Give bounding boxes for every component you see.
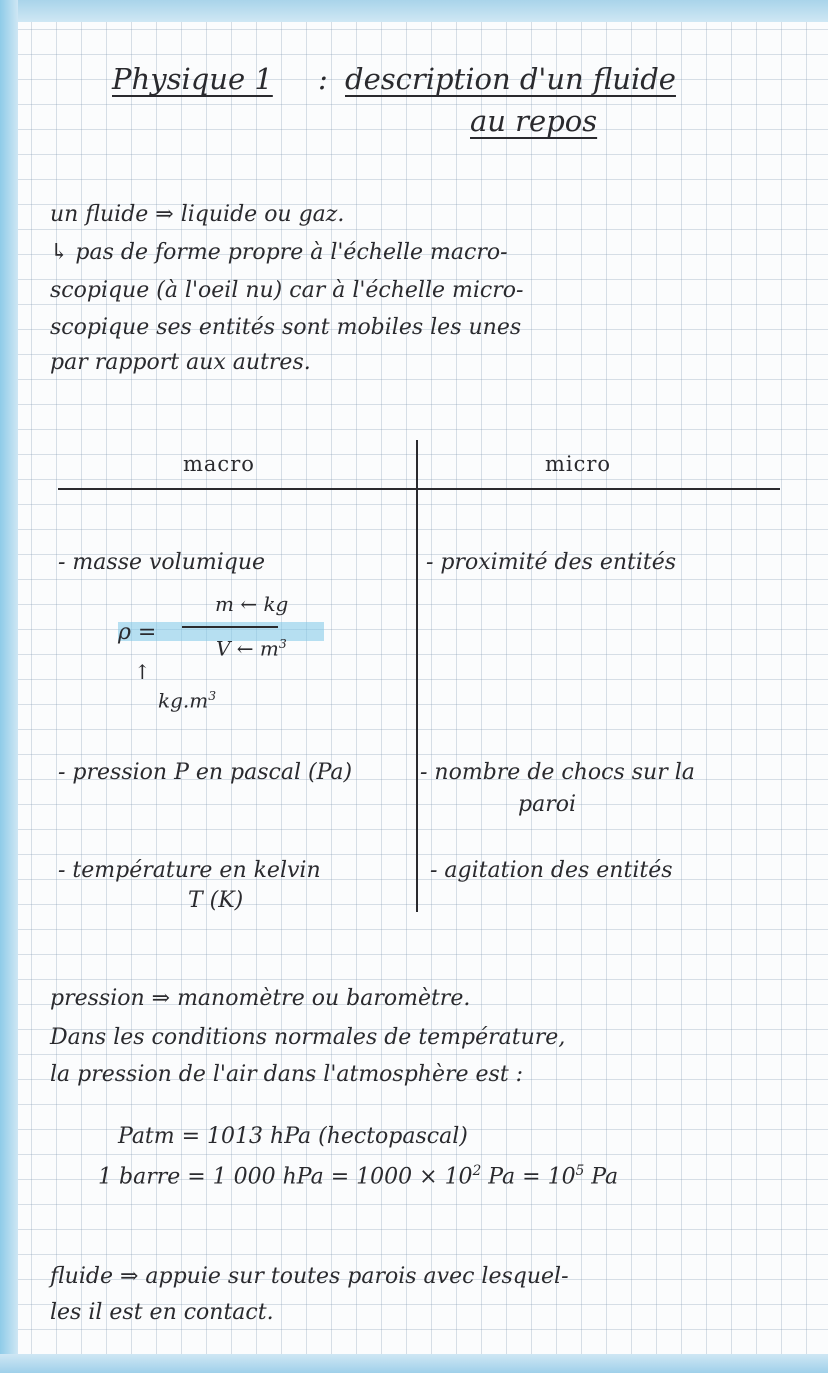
fluid-line-2: les il est en contact.: [50, 1300, 274, 1325]
intro-line-4: scopique ses entités sont mobiles les unes: [50, 315, 522, 340]
intro-line-1: un fluide ⇒ liquide ou gaz.: [50, 202, 345, 227]
density-denominator: V ← $m^3$: [216, 636, 287, 661]
temperature-macro-line-2: T (K): [188, 888, 244, 913]
title-subject: description d'un fluide: [345, 62, 676, 96]
column-header-micro: micro: [545, 452, 612, 476]
pressure-micro-line-2: paroi: [518, 792, 576, 817]
pressure-micro-line-1: - nombre de chocs sur la: [420, 760, 695, 785]
notebook-binding: [0, 0, 18, 1373]
page-top-edge: [0, 0, 828, 22]
title-separator: :: [318, 62, 328, 96]
title-chapter: Physique 1: [112, 62, 273, 96]
pressure-macro: - pression P en pascal (Pa): [58, 760, 353, 785]
intro-line-3: scopique (à l'oeil nu) car à l'échelle micro-: [50, 278, 524, 303]
pressure-line-3: la pression de l'air dans l'atmosphère est :: [50, 1062, 524, 1087]
intro-line-5: par rapport aux autres.: [50, 350, 311, 375]
intro-line-2: ↳ pas de forme propre à l'échelle macro-: [50, 240, 508, 265]
title-subject-line2: au repos: [470, 104, 598, 138]
page-bottom-edge: [0, 1354, 828, 1373]
temperature-micro: - agitation des entités: [430, 858, 673, 883]
temperature-macro-line-1: - température en kelvin: [58, 858, 321, 883]
table-column-divider: [416, 440, 418, 912]
density-label: - masse volumique: [58, 550, 266, 575]
density-rho: ρ =: [118, 620, 157, 645]
column-header-macro: macro: [183, 452, 255, 476]
density-unit: $kg.m^3$: [158, 688, 217, 713]
density-arrow-up: ↑: [134, 660, 151, 684]
fraction-bar: [182, 626, 278, 628]
micro-proximity: - proximité des entités: [426, 550, 677, 575]
patm-value: Patm = 1013 hPa (hectopascal): [118, 1124, 468, 1149]
density-numerator: m ← kg: [215, 592, 289, 616]
table-header-rule: [58, 488, 780, 490]
pressure-line-2: Dans les conditions normales de température,: [50, 1025, 566, 1050]
pressure-line-1: pression ⇒ manomètre ou baromètre.: [50, 986, 471, 1011]
bar-conversion: 1 barre = 1 000 hPa = $1000 \times 10^2$ $Pa = 10^5$ Pa: [98, 1163, 619, 1190]
fluid-line-1: fluide ⇒ appuie sur toutes parois avec lesquel-: [50, 1264, 569, 1289]
